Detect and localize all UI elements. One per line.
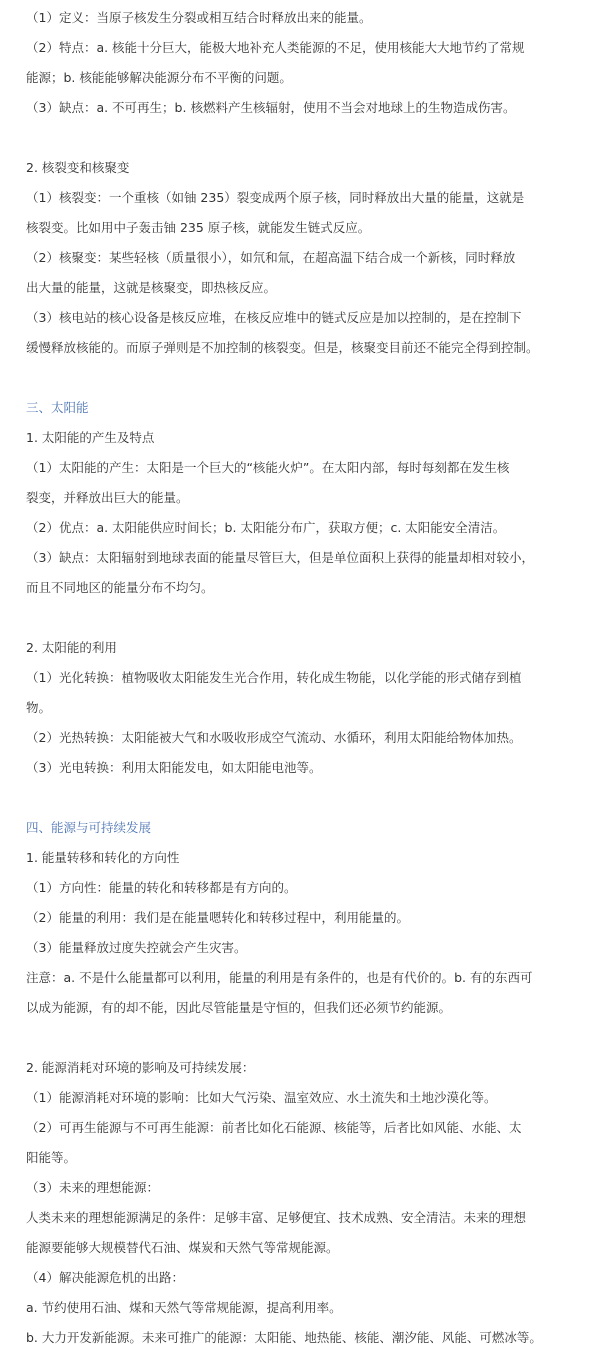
text-line: （3）缺点：a. 不可再生；b. 核燃料产生核辐射，使用不当会对地球上的生物造成伤害。	[26, 100, 516, 115]
text-line: 1. 太阳能的产生及特点	[26, 430, 155, 445]
text-line: （1）核裂变：一个重核（如铀 235）裂变成两个原子核，同时释放出大量的能量，这就是	[26, 190, 525, 205]
text-line: （2）特点：a. 核能十分巨大，能极大地补充人类能源的不足，使用核能大大地节约了常规	[26, 40, 525, 55]
text-line: （2）能量的利用：我们是在能量嗯转化和转移过程中，利用能量的。	[26, 910, 409, 925]
text-line: 而且不同地区的能量分布不均匀。	[26, 580, 214, 595]
text-line: （1）能源消耗对环境的影响：比如大气污染、温室效应、水土流失和土地沙漠化等。	[26, 1090, 497, 1105]
text-line: （3）核电站的核心设备是核反应堆，在核反应堆中的链式反应是加以控制的，是在控制下	[26, 310, 522, 325]
text-line: （2）核聚变：某些轻核（质量很小），如氘和氚，在超高温下结合成一个新核，同时释放	[26, 250, 516, 265]
text-line: （1）太阳能的产生：太阳是一个巨大的“核能火炉”。在太阳内部，每时每刻都在发生核	[26, 460, 510, 475]
text-line: （2）光热转换：太阳能被大气和水吸收形成空气流动、水循环，利用太阳能给物体加热。	[26, 730, 522, 745]
text-line: 缓慢释放核能的。而原子弹则是不加控制的核裂变。但是，核聚变目前还不能完全得到控制。	[26, 340, 539, 355]
text-line: 能源；b. 核能能够解决能源分布不平衡的问题。	[26, 70, 292, 85]
text-line: 出大量的能量，这就是核聚变，即热核反应。	[26, 280, 277, 295]
text-line: 阳能等。	[26, 1150, 77, 1165]
section-heading: 四、能源与可持续发展	[26, 820, 152, 835]
text-line: （3）未来的理想能源：	[26, 1180, 159, 1195]
text-line: 注意：a. 不是什么能量都可以利用，能量的利用是有条件的，也是有代价的。b. 有的东西可	[26, 970, 533, 985]
text-line: 核裂变。比如用中子轰击铀 235 原子核，就能发生链式反应。	[26, 220, 371, 235]
text-line: 人类未来的理想能源满足的条件：足够丰富、足够便宜、技术成熟、安全清洁。未来的理想	[26, 1210, 527, 1225]
text-line: （3）能量释放过度失控就会产生灾害。	[26, 940, 247, 955]
text-line: a. 节约使用石油、煤和天然气等常规能源，提高利用率。	[26, 1300, 342, 1315]
text-line: （2）可再生能源与不可再生能源：前者比如化石能源、核能等，后者比如风能、水能、太	[26, 1120, 522, 1135]
section-heading: 三、太阳能	[26, 400, 89, 415]
text-line: 2. 核裂变和核聚变	[26, 160, 130, 175]
text-line: （4）解决能源危机的出路：	[26, 1270, 184, 1285]
text-line: 以成为能源，有的却不能，因此尽管能量是守恒的，但我们还必须节约能源。	[26, 1000, 452, 1015]
text-line: （1）光化转换：植物吸收太阳能发生光合作用，转化成生物能，以化学能的形式储存到植	[26, 670, 522, 685]
text-line: 1. 能量转移和转化的方向性	[26, 850, 180, 865]
text-line: 2. 太阳能的利用	[26, 640, 117, 655]
text-line: 物。	[26, 700, 52, 715]
text-line: 裂变，并释放出巨大的能量。	[26, 490, 189, 505]
text-line: 能源要能够大规模替代石油、煤炭和天然气等常规能源。	[26, 1240, 339, 1255]
text-line: 2. 能源消耗对环境的影响及可持续发展：	[26, 1060, 255, 1075]
text-line: b. 大力开发新能源。未来可推广的能源：太阳能、地热能、核能、潮汐能、风能、可燃冰等。	[26, 1330, 542, 1345]
text-line: （1）定义：当原子核发生分裂或相互结合时释放出来的能量。	[26, 10, 372, 25]
text-line: （3）光电转换：利用太阳能发电，如太阳能电池等。	[26, 760, 322, 775]
text-line: （3）缺点：太阳辐射到地球表面的能量尽管巨大，但是单位面积上获得的能量却相对较小，	[26, 550, 534, 565]
text-line: （1）方向性：能量的转化和转移都是有方向的。	[26, 880, 297, 895]
text-line: （2）优点：a. 太阳能供应时间长；b. 太阳能分布广，获取方便；c. 太阳能安全清洁。	[26, 520, 506, 535]
